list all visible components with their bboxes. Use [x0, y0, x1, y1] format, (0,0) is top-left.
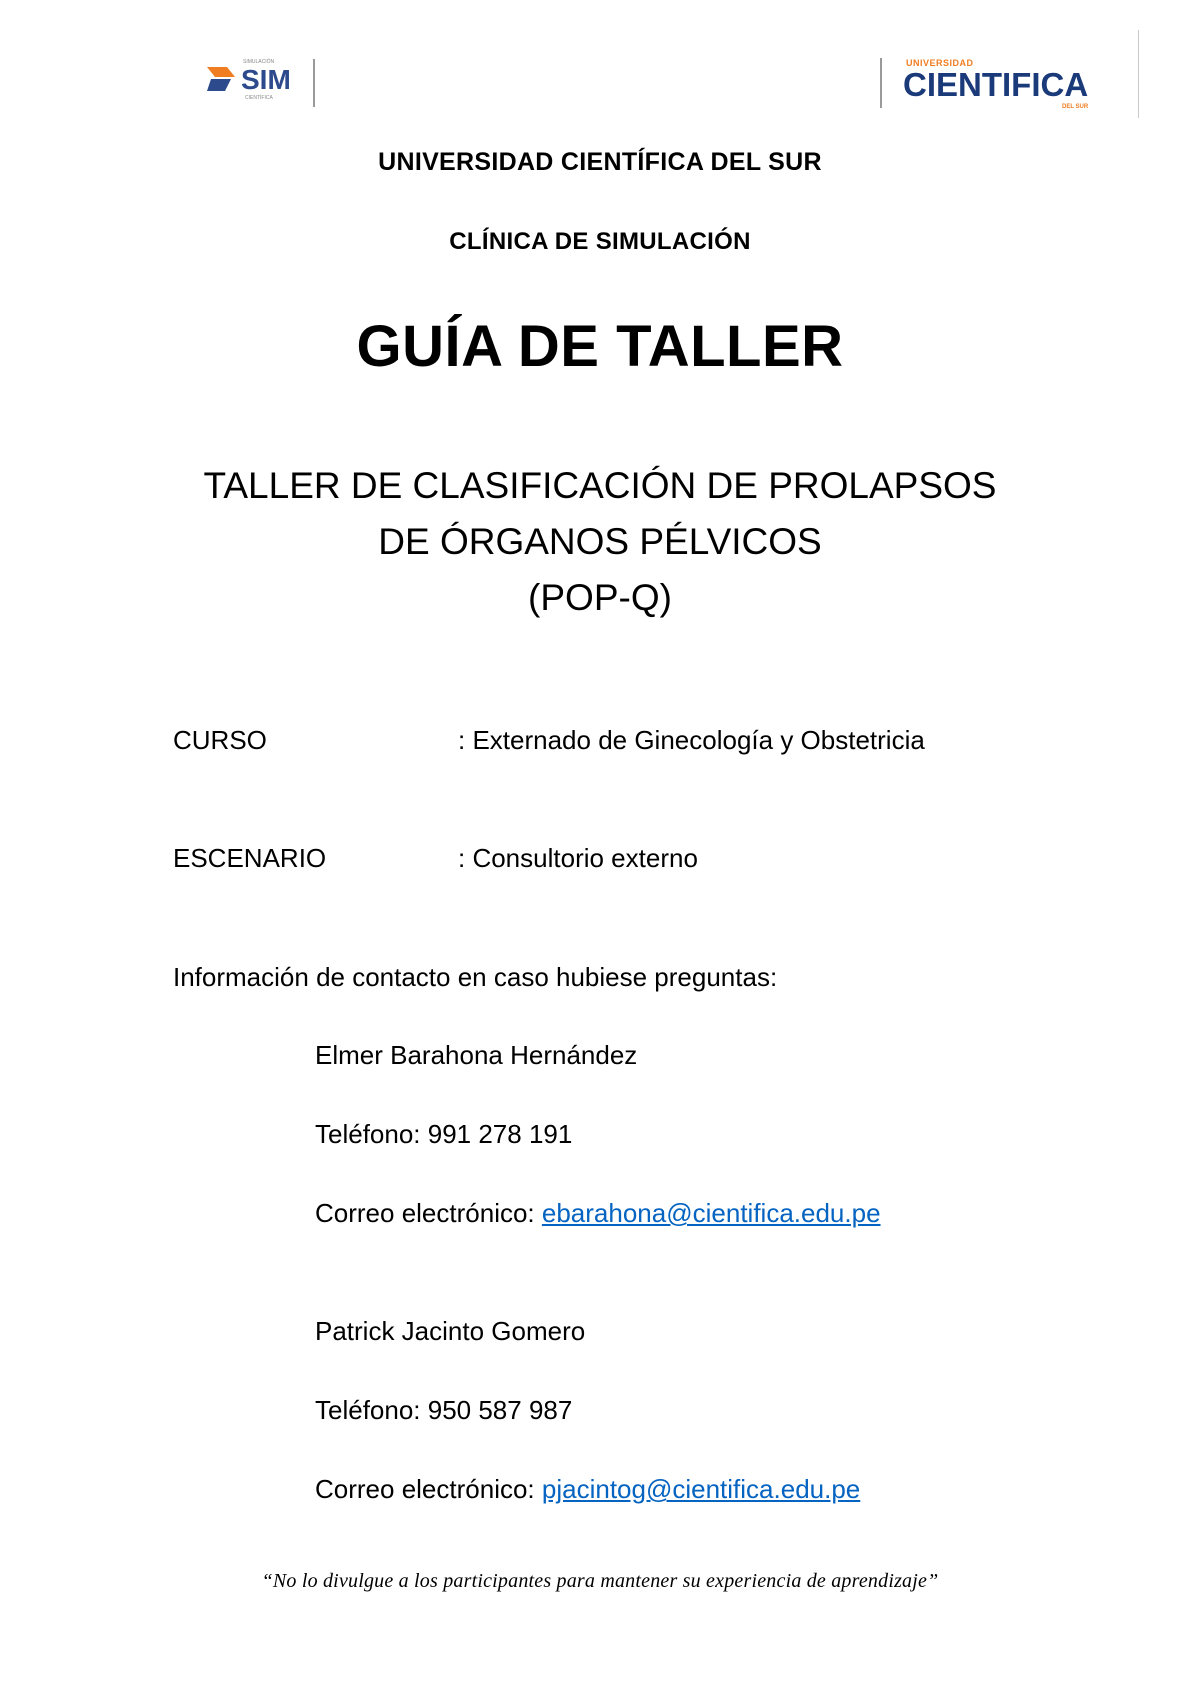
workshop-title-line-3: (POP-Q) [528, 577, 672, 618]
scenario-value: : Consultorio externo [458, 843, 698, 873]
contact-intro: Información de contacto en caso hubiese preguntas: [173, 962, 778, 992]
sim-logo-bottom-text: CIENTÍFICA [245, 95, 273, 101]
guide-title: GUÍA DE TALLER [356, 314, 844, 379]
contact-2-email-label: Correo electrónico: [315, 1474, 542, 1504]
scenario-row [173, 843, 698, 874]
contact-2-email-link[interactable]: pjacintog@cientifica.edu.pe [541, 1474, 861, 1504]
scenario-label: ESCENARIO [173, 843, 327, 873]
uni-logo-bottom-text: DEL SUR [1062, 104, 1089, 110]
course-row [173, 725, 925, 756]
sim-logo-main-text: SIM [241, 64, 291, 95]
contact-2-name: Patrick Jacinto Gomero [315, 1316, 586, 1346]
sim-logo-orange-mark [207, 67, 235, 77]
clinic-name: CLÍNICA DE SIMULACIÓN [449, 228, 751, 255]
course-label: CURSO [173, 725, 267, 755]
contact-1-name: Elmer Barahona Hernández [315, 1040, 638, 1070]
contact-1-email-row [315, 1198, 881, 1229]
workshop-title [0, 458, 1200, 626]
contact-2-email-row [315, 1474, 860, 1505]
header-edge-line [1138, 30, 1139, 118]
contact-1-email-label: Correo electrónico: [315, 1198, 542, 1228]
course-value: : Externado de Ginecología y Obstetricia [458, 725, 925, 755]
sim-logo-blue-mark [207, 79, 231, 91]
universidad-cientifica-logo [872, 50, 1112, 120]
confidentiality-note: “No lo divulgue a los participantes para mantener su experiencia de aprendizaje” [261, 1570, 939, 1592]
contact-2-phone: Teléfono: 950 587 987 [315, 1395, 573, 1425]
uni-logo-divider [880, 58, 882, 108]
sim-logo-divider [313, 59, 315, 107]
uni-logo-main-text: CIENTIFICA [903, 66, 1089, 103]
workshop-title-line-1: TALLER DE CLASIFICACIÓN DE PROLAPSOS [203, 465, 997, 506]
contact-1-email-link[interactable]: ebarahona@cientifica.edu.pe [541, 1198, 881, 1228]
sim-logo [205, 55, 325, 113]
sim-logo-top-text: SIMULACIÓN [243, 59, 275, 65]
institution-name: UNIVERSIDAD CIENTÍFICA DEL SUR [378, 148, 822, 176]
uni-logo-top-text: UNIVERSIDAD [906, 58, 974, 68]
workshop-title-line-2: DE ÓRGANOS PÉLVICOS [378, 521, 822, 562]
contact-1-phone: Teléfono: 991 278 191 [315, 1119, 573, 1149]
